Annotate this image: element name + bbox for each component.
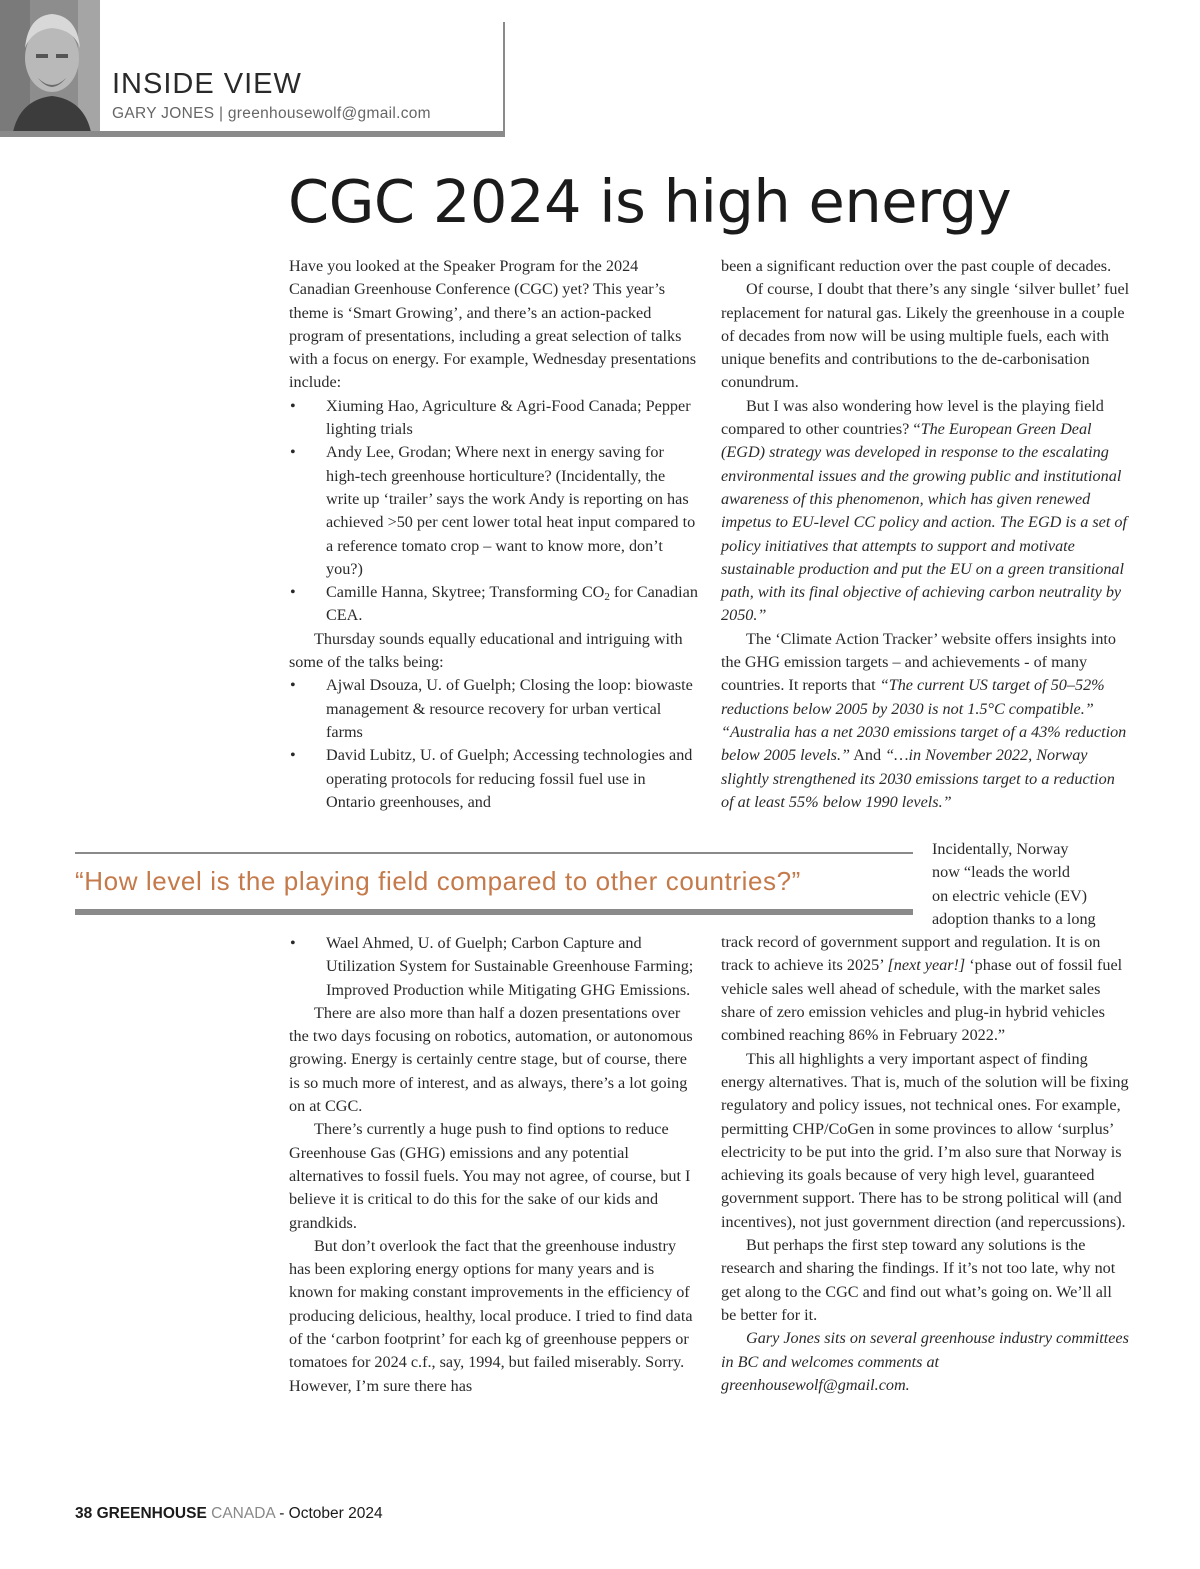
author-photo: [0, 0, 100, 137]
thursday-talks-list: [289, 674, 699, 814]
paragraph: Of course, I doubt that there’s any single ‘silver bullet’ fuel replacement for natural gas. Likely the greenhouse in a couple of decades from now will be using multiple fuels, each with unique benefits and contributions to the de-carbonisation conundrum.: [721, 280, 1130, 392]
thursday-talks-list-cont: [289, 932, 699, 1002]
paragraph: The ‘Climate Action Tracker’ website offers insights into the GHG emission targets – and achievements - of many countries. It reports that “The current US target of 50–52% reductions below 2005 by 2030 is not 1.5°C compatible.” “Australia has a net 2030 emissions target of a 43% reduction below 2005 levels.” And “…in November 2022, Norway slightly strengthened its 2030 emissions target to a reduction of at least 55% below 1990 levels.”: [721, 629, 1127, 811]
article-column-2: [721, 255, 1131, 814]
egd-quote: The European Green Deal (EGD) strategy was developed in response to the escalating environmental issues and the growing public and institutional awareness of this phenomenon, which has given renewed impetus to EU-level CC policy and action. The EGD is a set of policy initiatives that attempts to support and motivate sustainable production and put the EU on a green transitional path, with its final objective of achieving carbon neutrality by 2050.”: [721, 420, 1127, 625]
subscript: 2: [604, 591, 610, 604]
page-number: 38: [75, 1505, 93, 1522]
paragraph: But I was also wondering how level is the playing field compared to other countries? “The European Green Deal (EGD) strategy was developed in response to the escalating environmental issues and the growing public and institutional awareness of this phenomenon, which has given renewed impetus to EU-level CC policy and action. The EGD is a set of policy initiatives that attempts to support and motivate sustainable production and put the EU on a green transitional path, with its final objective of achieving carbon neutrality by 2050.”: [721, 396, 1127, 625]
paragraph: been a significant reduction over the past couple of decades.: [721, 257, 1112, 275]
paragraph: Have you looked at the Speaker Program for the 2024 Canadian Greenhouse Conference (CGC) yet? This year’s theme is ‘Smart Growing’, and there’s an action-packed program of presentations, including a great selection of talks with a focus on energy. For example, Wednesday presentations include:: [289, 257, 697, 392]
paragraph: Thursday sounds equally educational and intriguing with some of the talks being:: [289, 629, 683, 672]
magazine-brand: GREENHOUSE: [96, 1505, 207, 1522]
header-divider: [0, 131, 505, 137]
paragraph: But don’t overlook the fact that the greenhouse industry has been exploring energy options for many years and is known for making constant improvements in the efficiency of producing delicious, healthy, local produce. I tried to find data of the ‘carbon footprint’ for each kg of greenhouse peppers or tomatoes for 2024 c.f., say, 1994, but failed miserably. Sorry. However, I’m sure there has: [289, 1236, 693, 1395]
list-item: • Camille Hanna, Skytree; Transforming $CO_2$ for Canadian CEA.: [289, 581, 699, 628]
page-footer: [75, 1505, 383, 1523]
magazine-brand-light: CANADA: [211, 1505, 275, 1522]
list-item: • David Lubitz, U. of Guelph; Accessing technologies and operating protocols for reducing fossil fuel use in Ontario greenhouses, and: [289, 744, 699, 814]
editor-note: [next year!]: [887, 956, 966, 975]
list-item: • Andy Lee, Grodan; Where next in energy saving for high-tech greenhouse horticulture? (Incidentally, the write up ‘trailer’ says the work Andy is reporting on has achieved >50 per cent lower total heat input compared to a reference tomato crop – want to know more, don’t you?): [289, 441, 699, 581]
list-item: • Wael Ahmed, U. of Guelph; Carbon Capture and Utilization System for Sustainable Greenhouse Farming; Improved Production while Mitigating GHG Emissions.: [289, 932, 699, 1002]
article-column-4: [721, 838, 1131, 1397]
author-byline: GARY JONES | greenhousewolf@gmail.com: [112, 105, 431, 122]
author-bio: Gary Jones sits on several greenhouse industry committees in BC and welcomes comments at greenhousewolf@gmail.com.: [721, 1329, 1129, 1394]
text-line: adoption thanks to a long: [932, 909, 1096, 928]
text-line: now “leads the world: [932, 863, 1071, 882]
paragraph: There’s currently a huge push to find options to reduce Greenhouse Gas (GHG) emissions and any potential alternatives to fossil fuels. You may not agree, of course, but I believe it is critical to do this for the sake of our kids and grandkids.: [289, 1120, 691, 1232]
paragraph: There are also more than half a dozen presentations over the two days focusing on robotics, automation, or autonomous growing. Energy is certainly centre stage, but of course, there is so much more of interest, and as always, there’s a lot going on at CGC.: [289, 1003, 693, 1116]
tracker-quote-2: “…in November 2022, Norway slightly strengthened its 2030 emissions target to a reduction of at least 55% below 1990 levels.”: [721, 746, 1115, 811]
wrapped-text-block: [721, 838, 1131, 931]
wednesday-talks-list: [289, 395, 699, 628]
text-line: Incidentally, Norway: [932, 840, 1069, 858]
list-item: • Ajwal Dsouza, U. of Guelph; Closing the loop: biowaste management & resource recovery for urban vertical farms: [289, 674, 699, 744]
article-headline: CGC 2024 is high energy: [288, 167, 1012, 236]
paragraph: track record of government support and regulation. It is on track to achieve its 2025’ [next year!] ‘phase out of fossil fuel vehicle sales well ahead of schedule, with the market sales share of zero emission vehicles and plug-in hybrid vehicles combined reaching 86% in February 2022.”: [721, 933, 1123, 1045]
article-column-1: [289, 255, 699, 814]
author-portrait-icon: [0, 0, 100, 137]
paragraph: This all highlights a very important aspect of finding energy alternatives. That is, much of the solution will be fixing regulatory and policy issues, not technical ones. For example, permitting CHP/CoGen in some provinces to allow ‘surplus’ electricity to be put into the grid. I’m also sure that Norway is achieving its goals because of very high level, guaranteed government support. There has to be strong political will (and incentives), not just government direction (and repercussions).: [721, 1049, 1129, 1231]
section-title: INSIDE VIEW: [112, 68, 302, 100]
pull-quote: “How level is the playing field compared to other countries?”: [75, 866, 801, 896]
paragraph: But perhaps the first step toward any solutions is the research and sharing the findings. If it’s not too late, why not get along to the CGC and find out what’s going on. We’ll all be better for it.: [721, 1236, 1116, 1324]
issue-date: - October 2024: [279, 1505, 383, 1522]
list-item: • Xiuming Hao, Agriculture & Agri-Food Canada; Pepper lighting trials: [289, 395, 699, 442]
text-line: on electric vehicle (EV): [932, 886, 1088, 905]
tracker-quote-1: “The current US target of 50–52% reductions below 2005 by 2030 is not 1.5°C compatible.” “Australia has a net 2030 emissions target of a 43% reduction below 2005 levels.”: [721, 676, 1127, 765]
article-column-3: [289, 932, 699, 1398]
